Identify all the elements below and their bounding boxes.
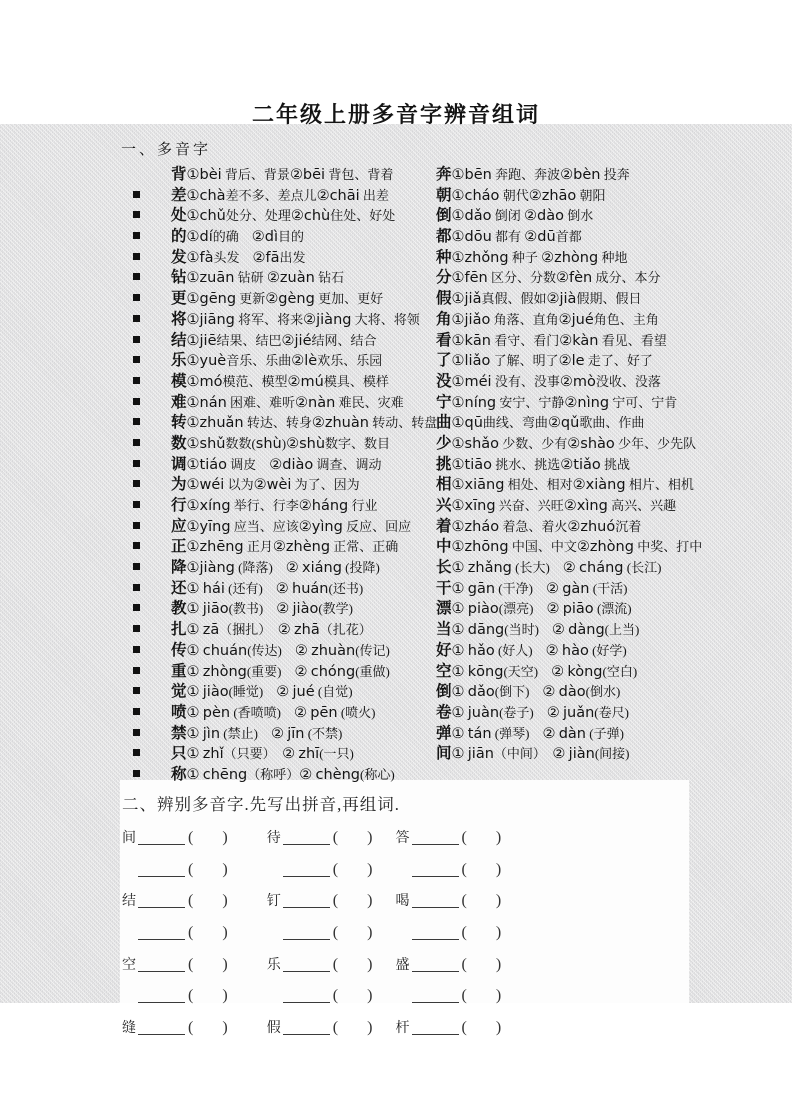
- polyphone-entry-left: 正①zhēng 正月②zhèng 正常、正确: [171, 538, 399, 556]
- paren-close: ): [495, 860, 502, 878]
- polyphone-entry-right: 倒①dǎo 倒闭 ②dào 倒水: [436, 207, 594, 225]
- paren-close: ): [222, 892, 228, 910]
- bullet-square-icon: [133, 460, 140, 467]
- polyphone-entry-right: 着①zháo 着急、着火②zhuó沉着: [436, 517, 642, 535]
- paren-open: (: [188, 860, 194, 878]
- polyphone-char: 空: [122, 957, 136, 973]
- fill-blank-item: [267, 949, 392, 982]
- paren-close: ): [367, 1019, 373, 1037]
- paren-open: (: [461, 860, 467, 878]
- polyphone-row: [133, 393, 781, 414]
- polyphone-entry-left: 模①mó模范、模型②mú模具、模样: [171, 372, 389, 390]
- answer-blank[interactable]: [412, 938, 459, 940]
- polyphone-entry-right: 看①kān 看守、看门②kàn 看见、看望: [436, 331, 667, 349]
- fill-blank-list: [122, 822, 542, 1044]
- bullet-square-icon: [133, 749, 140, 756]
- polyphone-entry-left: 应①yīng 应当、应该②yìng 反应、回应: [171, 517, 412, 535]
- answer-blank[interactable]: [283, 1001, 330, 1003]
- polyphone-row: [133, 268, 781, 289]
- polyphone-entry-left: 称① chēng（称呼）② chèng(称心): [171, 765, 395, 783]
- bullet-square-icon: [133, 398, 140, 405]
- paren-close: ): [222, 1019, 228, 1037]
- bullet-square-icon: [133, 273, 140, 280]
- polyphone-entry-left: 觉① jiào(睡觉) ② jué (自觉): [171, 683, 353, 701]
- paren-close: ): [495, 987, 502, 1005]
- bullet-square-icon: [133, 439, 140, 446]
- paren-open: (: [332, 829, 339, 846]
- polyphone-row: [133, 206, 781, 227]
- fill-blank-row: [122, 980, 542, 1012]
- paren-open: (: [188, 924, 194, 942]
- bullet-square-icon: [133, 770, 140, 777]
- paren-close: ): [367, 955, 373, 973]
- answer-blank[interactable]: [412, 970, 459, 972]
- paren-close: ): [222, 955, 228, 973]
- paren-close: ): [222, 829, 228, 846]
- bullet-square-icon: [133, 315, 140, 322]
- paren-open: (: [332, 987, 339, 1005]
- fill-blank-item: [122, 980, 263, 1013]
- polyphone-entry-left: 处①chǔ处分、处理②chù住处、好处: [171, 207, 396, 225]
- fill-blank-row: [122, 885, 542, 917]
- polyphone-entry-right: 了①liǎo 了解、明了②le 走了、好了: [436, 352, 653, 370]
- bullet-square-icon: [133, 584, 140, 591]
- polyphone-entry-right: 种①zhǒng 种子 ②zhòng 种地: [436, 248, 628, 266]
- polyphone-char: 钉: [266, 894, 281, 910]
- fill-blank-item: [122, 917, 263, 950]
- polyphone-entry-left: 喷① pèn (香喷喷) ② pēn (喷火): [171, 703, 376, 721]
- polyphone-entry-right: 弹① tán (弹琴) ② dàn (子弹): [436, 724, 624, 742]
- bullet-square-icon: [133, 377, 140, 384]
- fill-blank-item: [267, 1012, 392, 1045]
- polyphone-entry-right: 空① kōng(天空) ② kòng(空白): [436, 662, 638, 680]
- polyphone-entry-right: 分①fēn 区分、分数②fèn 成分、本分: [436, 269, 661, 287]
- polyphone-row: [133, 620, 781, 641]
- polyphone-row: [133, 310, 781, 331]
- answer-blank[interactable]: [412, 1033, 459, 1035]
- bullet-square-icon: [133, 336, 140, 343]
- paren-open: (: [461, 987, 467, 1005]
- fill-blank-item: [267, 885, 392, 918]
- paren-open: (: [461, 829, 467, 846]
- section2-heading: 二、辨别多音字.先写出拼音,再组词.: [122, 795, 400, 814]
- polyphone-entry-right: 奔①bēn 奔跑、奔波②bèn 投奔: [436, 166, 630, 183]
- polyphone-entry-right: 假①jiǎ真假、假如②jià假期、假日: [436, 290, 642, 308]
- polyphone-char: 缝: [122, 1021, 136, 1037]
- fill-blank-item: [122, 949, 263, 982]
- polyphone-entry-right: 倒① dǎo(倒下) ② dào(倒水): [436, 683, 621, 701]
- bullet-square-icon: [133, 356, 140, 363]
- paren-open: (: [332, 924, 339, 942]
- polyphone-entry-left: 背①bèi 背后、背景②bēi 背包、背着: [171, 166, 394, 183]
- fill-blank-item: [396, 917, 526, 950]
- paren-close: ): [222, 860, 228, 878]
- paren-close: ): [367, 924, 373, 942]
- polyphone-entry-left: 禁① jìn (禁止) ② jīn (不禁): [171, 724, 343, 742]
- polyphone-list: [133, 165, 781, 786]
- answer-blank[interactable]: [283, 875, 330, 877]
- paren-close: ): [495, 1019, 502, 1037]
- bullet-square-icon: [133, 604, 140, 611]
- polyphone-row: [133, 248, 781, 269]
- polyphone-entry-left: 还① hái (还有) ② huán(还书): [171, 579, 364, 597]
- bullet-square-icon: [133, 667, 140, 674]
- bullet-square-icon: [133, 646, 140, 653]
- polyphone-entry-left: 传① chuán(传达) ② zhuàn(传记): [171, 641, 390, 659]
- polyphone-row: [133, 537, 781, 558]
- bullet-square-icon: [133, 232, 140, 239]
- polyphone-entry-right: 都①dōu 都有 ②dū首都: [436, 228, 582, 246]
- polyphone-char: 乐: [266, 957, 281, 973]
- polyphone-entry-left: 行①xíng 举行、行李②háng 行业: [171, 497, 378, 514]
- fill-blank-item: [396, 854, 526, 887]
- polyphone-entry-left: 结①jiē结果、结巴②jié结网、结合: [171, 331, 377, 349]
- answer-blank[interactable]: [138, 906, 185, 908]
- polyphone-entry-left: 教① jiāo(教书) ② jiào(教学): [171, 600, 354, 618]
- polyphone-char: 待: [266, 831, 281, 846]
- paren-close: ): [495, 892, 502, 910]
- paren-close: ): [367, 892, 373, 910]
- polyphone-entry-right: 干① gān (干净) ② gàn (干活): [436, 579, 628, 597]
- polyphone-char: 盛: [395, 957, 410, 973]
- fill-blank-item: [122, 854, 263, 887]
- fill-blank-item: [267, 917, 392, 950]
- polyphone-entry-left: 调①tiáo 调皮 ②diào 调查、调动: [171, 455, 382, 473]
- bullet-square-icon: [133, 729, 140, 736]
- polyphone-entry-left: 转①zhuǎn 转达、转身②zhuàn 转动、转盘: [171, 414, 438, 432]
- polyphone-row: [133, 372, 781, 393]
- polyphone-char: 假: [266, 1021, 281, 1037]
- polyphone-row: [133, 496, 781, 517]
- polyphone-entry-right: 曲①qū曲线、弯曲②qǔ歌曲、作曲: [436, 414, 645, 432]
- polyphone-entry-left: 钻①zuān 钻研 ②zuàn 钻石: [171, 269, 345, 287]
- polyphone-row: [133, 165, 781, 186]
- polyphone-row: [133, 227, 781, 248]
- polyphone-entry-right: 朝①cháo 朝代②zhāo 朝阳: [436, 186, 606, 204]
- bullet-square-icon: [133, 563, 140, 570]
- polyphone-row: [133, 744, 781, 765]
- polyphone-entry-left: 差①chà差不多、差点儿②chāi 出差: [171, 186, 389, 204]
- bullet-square-icon: [133, 480, 140, 487]
- polyphone-row: [133, 682, 781, 703]
- polyphone-row: [133, 517, 781, 538]
- polyphone-row: [133, 186, 781, 207]
- polyphone-row: [133, 641, 781, 662]
- fill-blank-row: [122, 854, 542, 886]
- answer-blank[interactable]: [138, 938, 185, 940]
- answer-blank[interactable]: [283, 843, 330, 845]
- paren-open: (: [188, 1019, 194, 1037]
- fill-blank-row: [122, 1012, 542, 1044]
- bullet-square-icon: [133, 191, 140, 198]
- fill-blank-row: [122, 917, 542, 949]
- paren-open: (: [332, 860, 339, 878]
- polyphone-entry-right: 卷① juàn(卷子) ② juǎn(卷尺): [436, 703, 629, 721]
- polyphone-row: [133, 579, 781, 600]
- paren-close: ): [222, 987, 228, 1005]
- polyphone-entry-left: 降①jiàng (降落) ② xiáng (投降): [171, 559, 380, 577]
- polyphone-entry-left: 更①gēng 更新②gèng 更加、更好: [171, 290, 384, 308]
- fill-blank-item: [396, 885, 526, 918]
- polyphone-char: 喝: [395, 894, 410, 910]
- paren-close: ): [495, 829, 502, 846]
- paren-close: ): [367, 829, 373, 846]
- fill-blank-item: [267, 822, 392, 855]
- paren-open: (: [461, 924, 467, 942]
- fill-blank-item: [396, 822, 526, 855]
- paren-open: (: [188, 892, 194, 910]
- paren-open: (: [188, 987, 194, 1005]
- fill-blank-item: [396, 1012, 526, 1045]
- polyphone-entry-left: 数①shǔ数数(shù)②shù数字、数目: [171, 434, 391, 452]
- polyphone-entry-left: 为①wéi 以为②wèi 为了、因为: [171, 476, 360, 494]
- polyphone-entry-right: 角①jiǎo 角落、直角②jué角色、主角: [436, 310, 659, 328]
- polyphone-row: [133, 475, 781, 496]
- polyphone-entry-right: 当① dāng(当时) ② dàng(上当): [436, 621, 640, 639]
- bullet-square-icon: [133, 294, 140, 301]
- bullet-square-icon: [133, 708, 140, 715]
- polyphone-row: [133, 413, 781, 434]
- polyphone-row: [133, 599, 781, 620]
- paren-close: ): [367, 987, 373, 1005]
- answer-blank[interactable]: [138, 875, 185, 877]
- answer-blank[interactable]: [283, 970, 330, 972]
- paren-open: (: [461, 955, 467, 973]
- polyphone-row: [133, 455, 781, 476]
- fill-blank-item: [122, 1012, 263, 1045]
- polyphone-row: [133, 558, 781, 579]
- answer-blank[interactable]: [138, 843, 185, 845]
- polyphone-row: [133, 351, 781, 372]
- paren-open: (: [188, 829, 194, 846]
- paren-open: (: [461, 892, 467, 910]
- polyphone-row: [133, 434, 781, 455]
- fill-blank-item: [122, 822, 263, 855]
- polyphone-entry-right: 兴①xīng 兴奋、兴旺②xìng 高兴、兴趣: [436, 497, 677, 514]
- bullet-square-icon: [133, 253, 140, 260]
- fill-blank-row: [122, 822, 542, 854]
- section1-heading: 一、多音字: [121, 142, 212, 158]
- answer-blank[interactable]: [138, 1033, 185, 1035]
- polyphone-entry-right: 没①méi 没有、没事②mò没收、没落: [436, 372, 661, 390]
- polyphone-entry-left: 将①jiāng 将军、将来②jiàng 大将、将领: [171, 310, 420, 328]
- polyphone-entry-left: 的①dí的确 ②dì目的: [171, 228, 305, 246]
- paren-open: (: [461, 1019, 467, 1037]
- polyphone-row: [133, 289, 781, 310]
- polyphone-entry-left: 只① zhǐ（只要） ② zhī(一只): [171, 745, 354, 763]
- paren-close: ): [367, 860, 373, 878]
- polyphone-char: 杆: [395, 1021, 410, 1037]
- polyphone-entry-right: 相①xiāng 相处、相对②xiàng 相片、相机: [436, 476, 694, 494]
- fill-blank-item: [267, 854, 392, 887]
- answer-blank[interactable]: [412, 843, 459, 845]
- bullet-square-icon: [133, 542, 140, 549]
- polyphone-char: 结: [122, 894, 136, 910]
- bullet-square-icon: [133, 501, 140, 508]
- paren-open: (: [332, 892, 339, 910]
- polyphone-entry-right: 长① zhǎng (长大) ② cháng (长江): [436, 559, 662, 577]
- paren-open: (: [332, 1019, 339, 1037]
- polyphone-char: 答: [395, 831, 410, 846]
- paren-close: ): [495, 924, 502, 942]
- fill-blank-item: [267, 980, 392, 1013]
- polyphone-row: [133, 662, 781, 683]
- bullet-square-icon: [133, 522, 140, 529]
- answer-blank[interactable]: [412, 906, 459, 908]
- polyphone-entry-right: 中①zhōng 中国、中文②zhòng 中奖、打中: [436, 538, 703, 556]
- paren-open: (: [188, 955, 194, 973]
- polyphone-row: [133, 765, 781, 786]
- bullet-square-icon: [133, 211, 140, 218]
- polyphone-entry-left: 重① zhòng(重要) ② chóng(重做): [171, 662, 390, 680]
- polyphone-entry-left: 乐①yuè音乐、乐曲②lè欢乐、乐园: [171, 352, 383, 370]
- polyphone-entry-left: 发①fà头发 ②fā出发: [171, 248, 306, 266]
- fill-blank-item: [396, 980, 526, 1013]
- paren-open: (: [332, 955, 339, 973]
- answer-blank[interactable]: [412, 875, 459, 877]
- polyphone-entry-right: 好① hǎo (好人) ② hào (好学): [436, 641, 627, 659]
- polyphone-row: [133, 331, 781, 352]
- answer-blank[interactable]: [138, 1001, 185, 1003]
- page-title: 二年级上册多音字辨音组词: [251, 102, 540, 127]
- fill-blank-item: [122, 885, 263, 918]
- answer-blank[interactable]: [283, 1033, 330, 1035]
- polyphone-entry-right: 间① jiān（中间） ② jiàn(间接): [436, 745, 630, 763]
- answer-blank[interactable]: [283, 906, 330, 908]
- fill-blank-row: [122, 949, 542, 981]
- paren-close: ): [222, 924, 228, 942]
- answer-blank[interactable]: [138, 970, 185, 972]
- polyphone-entry-right: 挑①tiāo 挑水、挑选②tiǎo 挑战: [436, 455, 631, 473]
- bullet-square-icon: [133, 418, 140, 425]
- polyphone-row: [133, 724, 781, 745]
- bullet-square-icon: [133, 625, 140, 632]
- fill-blank-item: [396, 949, 526, 982]
- answer-blank[interactable]: [283, 938, 330, 940]
- paren-close: ): [495, 955, 502, 973]
- polyphone-entry-left: 难①nán 困难、难听②nàn 难民、灾难: [171, 393, 404, 411]
- polyphone-entry-right: 宁①níng 安宁、宁静②nìng 宁可、宁肯: [436, 393, 678, 411]
- answer-blank[interactable]: [412, 1001, 459, 1003]
- polyphone-row: [133, 703, 781, 724]
- bullet-square-icon: [133, 687, 140, 694]
- polyphone-char: 间: [122, 831, 136, 846]
- polyphone-entry-right: 漂① piào(漂亮) ② piāo (漂流): [436, 600, 632, 618]
- polyphone-entry-left: 扎① zā（捆扎） ② zhā（扎花）: [171, 621, 372, 639]
- polyphone-entry-right: 少①shǎo 少数、少有②shào 少年、少先队: [436, 434, 697, 452]
